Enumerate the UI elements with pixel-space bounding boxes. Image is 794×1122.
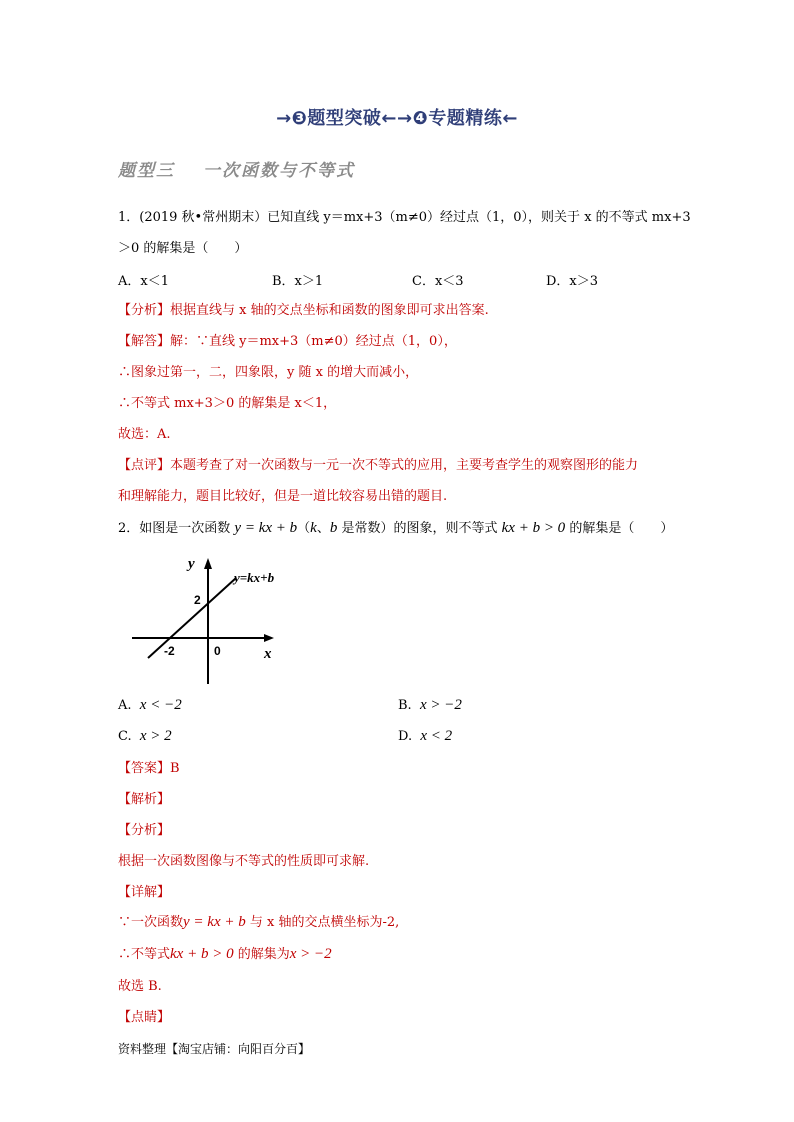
q1-answer-line1: 【解答】解：∵直线 y＝mx+3（m≠0）经过点（1，0）， xyxy=(118,334,457,349)
q2-stem-sep: 、 xyxy=(316,521,330,536)
section-title xyxy=(118,156,355,181)
graph-x-intercept: -2 xyxy=(164,644,175,658)
section-title-number: 题型三 xyxy=(118,161,175,181)
q2-detail2-formula1: kx + b > 0 xyxy=(170,946,234,962)
q1-stem-line2: ＞0 的解集是（ ） xyxy=(118,241,248,256)
q2-stem-b: b xyxy=(329,520,338,536)
q1-stem-line1: 1．(2019 秋•常州期末）已知直线 y＝mx+3（m≠0）经过点（1，0），则关于 x 的不等式 mx+3 xyxy=(118,210,691,225)
q1-comment-line2: 和理解能力，题目比较好，但是一道比较容易出错的题目. xyxy=(118,489,448,504)
q2-detail-line2 xyxy=(118,945,332,964)
q2-fenxi-heading: 【分析】 xyxy=(118,823,171,838)
q2-stem-paren: （ xyxy=(297,521,311,536)
q2-detail1-prefix: ∵一次函数 xyxy=(118,915,184,930)
q1-analysis: 【分析】根据直线与 x 轴的交点坐标和函数的图象即可求出答案. xyxy=(118,303,489,318)
q2-option-a-expr: x < −2 xyxy=(139,697,182,713)
graph-function-line xyxy=(148,578,236,658)
q2-detail2-mid: 的解集为 xyxy=(237,947,290,962)
section-title-topic: 一次函数与不等式 xyxy=(203,161,355,181)
q2-choose: 故选 B. xyxy=(118,979,162,994)
q2-option-b-expr: x > −2 xyxy=(419,697,462,713)
q1-option-c: C．x＜3 xyxy=(412,274,464,289)
q2-detail1-formula: y = kx + b xyxy=(183,914,246,930)
graph-line-label: y=kx+b xyxy=(234,570,275,585)
q2-option-d-letter: D. xyxy=(398,729,413,744)
footer-source: 资料整理【淘宝店铺：向阳百分百】 xyxy=(118,1042,311,1056)
q1-option-b: B．x＞1 xyxy=(272,274,324,289)
graph-y-label: y xyxy=(188,556,195,572)
q2-stem-suffix: 的解集是（ ） xyxy=(565,521,674,536)
q2-detail2-prefix: ∴不等式 xyxy=(118,947,171,962)
q2-detail-line1 xyxy=(118,913,399,932)
q2-option-d xyxy=(398,728,452,745)
q1-comment-line1: 【点评】本题考查了对一次函数与一元一次不等式的应用，主要考查学生的观察图形的能力 xyxy=(118,458,639,473)
q2-jiexi-heading: 【解析】 xyxy=(118,792,171,807)
q1-option-a: A．x＜1 xyxy=(118,274,169,289)
q1-answer-line3: ∴不等式 mx+3＞0 的解集是 x＜1， xyxy=(118,396,337,411)
nav-title: →❸题型突破←→❹专题精练← xyxy=(276,108,518,129)
q2-stem xyxy=(118,519,673,538)
q1-option-d: D．x＞3 xyxy=(546,274,599,289)
q2-option-d-expr: x < 2 xyxy=(420,728,453,744)
q2-stem-k: k xyxy=(310,520,317,536)
graph-x-arrow xyxy=(264,634,274,642)
q2-option-b-letter: B. xyxy=(398,698,412,713)
q2-option-c-expr: x > 2 xyxy=(139,728,172,744)
q2-fenxi-text: 根据一次函数图像与不等式的性质即可求解. xyxy=(118,854,370,869)
q2-stem-prefix: 2．如图是一次函数 xyxy=(118,521,231,536)
q2-option-a-letter: A. xyxy=(118,698,132,713)
q2-detail1-suffix: 与 x 轴的交点横坐标为-2, xyxy=(249,915,400,930)
graph-origin: 0 xyxy=(214,644,221,658)
q2-option-a xyxy=(118,697,182,714)
q2-option-b xyxy=(398,697,462,714)
q1-answer-line2: ∴图象过第一，二，四象限，y 随 x 的增大而减小， xyxy=(118,365,419,380)
q2-answer: 【答案】B xyxy=(118,761,180,776)
graph-x-label: x xyxy=(264,646,272,662)
graph-y-intercept: 2 xyxy=(194,593,201,607)
q2-function-graph xyxy=(128,548,303,688)
q2-option-c xyxy=(118,728,172,745)
q2-detail2-formula2: x > −2 xyxy=(289,946,332,962)
q2-dianjing-heading: 【点睛】 xyxy=(118,1010,171,1025)
q2-stem-inequality: kx + b > 0 xyxy=(501,520,566,536)
q2-stem-formula: y = kx + b xyxy=(234,520,298,536)
graph-y-arrow xyxy=(204,558,212,569)
q2-option-c-letter: C. xyxy=(118,729,132,744)
q2-stem-mid: 是常数）的图象，则不等式 xyxy=(337,521,498,536)
q2-xiangjie-heading: 【详解】 xyxy=(118,885,171,900)
q1-answer-line4: 故选：A. xyxy=(118,427,171,442)
